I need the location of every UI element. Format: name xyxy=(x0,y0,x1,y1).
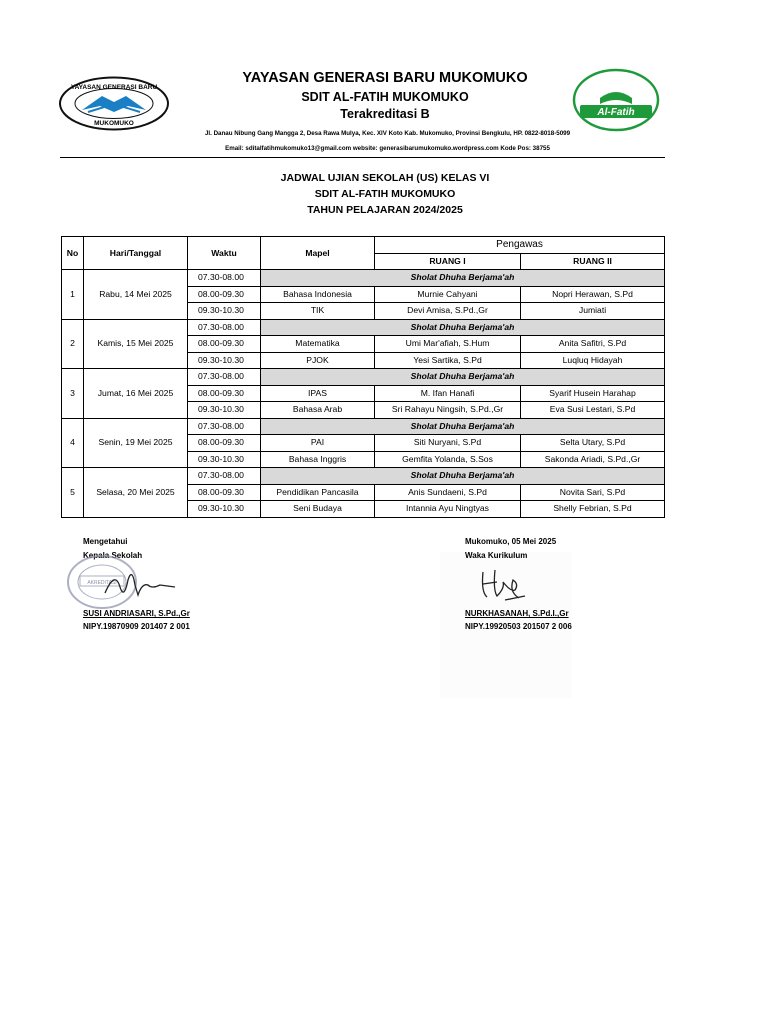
subject-cell: Bahasa Inggris xyxy=(261,451,375,468)
room1-supervisor-cell: Umi Mar'afiah, S.Hum xyxy=(375,336,521,353)
foundation-logo xyxy=(58,76,170,131)
activity-cell: Sholat Dhuha Berjama'ah xyxy=(261,369,665,386)
day-number-cell: 3 xyxy=(62,369,84,419)
school-name: SDIT AL-FATIH MUKOMUKO xyxy=(301,90,469,104)
foundation-logo-text-bottom: MUKOMUKO xyxy=(94,120,134,127)
foundation-name: YAYASAN GENERASI BARU MUKOMUKO xyxy=(242,70,528,86)
school-contact: Email: sditalfatihmukomuko13@gmail.com website: generasibarumukomuko.wordpress.com Kode Pos: 38755 xyxy=(225,145,550,152)
room1-supervisor-cell: Gemfita Yolanda, S.Sos xyxy=(375,451,521,468)
header-supervisors: Pengawas xyxy=(375,237,665,254)
subject-cell: IPAS xyxy=(261,385,375,402)
day-date-cell: Rabu, 14 Mei 2025 xyxy=(84,270,188,320)
activity-cell: Sholat Dhuha Berjama'ah xyxy=(261,270,665,287)
time-cell: 07.30-08.00 xyxy=(188,369,261,386)
time-cell: 09.30-10.30 xyxy=(188,352,261,369)
accreditation: Terakreditasi B xyxy=(340,107,430,121)
document-title-line3: TAHUN PELAJARAN 2024/2025 xyxy=(307,204,463,216)
table-row xyxy=(62,270,665,287)
day-number-cell: 2 xyxy=(62,319,84,369)
table-row xyxy=(62,319,665,336)
room2-supervisor-cell: Sakonda Ariadi, S.Pd.,Gr xyxy=(521,451,665,468)
room2-supervisor-cell: Luqluq Hidayah xyxy=(521,352,665,369)
room2-supervisor-cell: Selta Utary, S.Pd xyxy=(521,435,665,452)
document-title-line1: JADWAL UJIAN SEKOLAH (US) KELAS VI xyxy=(280,172,490,184)
room2-supervisor-cell: Jumiati xyxy=(521,303,665,320)
activity-cell: Sholat Dhuha Berjama'ah xyxy=(261,468,665,485)
room1-supervisor-cell: Sri Rahayu Ningsih, S.Pd.,Gr xyxy=(375,402,521,419)
activity-cell: Sholat Dhuha Berjama'ah xyxy=(261,319,665,336)
time-cell: 09.30-10.30 xyxy=(188,303,261,320)
room1-supervisor-cell: Murnie Cahyani xyxy=(375,286,521,303)
school-logo xyxy=(572,68,660,132)
sign-left-nip: NIPY.19870909 201407 2 001 xyxy=(83,622,190,631)
letterhead-divider xyxy=(60,157,665,158)
room1-supervisor-cell: Anis Sundaeni, S.Pd xyxy=(375,484,521,501)
sign-left-name: SUSI ANDRIASARI, S.Pd.,Gr xyxy=(83,609,190,618)
room1-supervisor-cell: Siti Nuryani, S.Pd xyxy=(375,435,521,452)
subject-cell: Matematika xyxy=(261,336,375,353)
day-date-cell: Senin, 19 Mei 2025 xyxy=(84,418,188,468)
time-cell: 08.00-09.30 xyxy=(188,385,261,402)
header-day: Hari/Tanggal xyxy=(84,237,188,270)
sign-right-name: NURKHASANAH, S.Pd.I.,Gr xyxy=(465,609,569,618)
day-date-cell: Selasa, 20 Mei 2025 xyxy=(84,468,188,518)
sign-right-nip: NIPY.19920503 201507 2 006 xyxy=(465,622,572,631)
time-cell: 09.30-10.30 xyxy=(188,501,261,518)
room2-supervisor-cell: Novita Sari, S.Pd xyxy=(521,484,665,501)
time-cell: 08.00-09.30 xyxy=(188,286,261,303)
activity-cell: Sholat Dhuha Berjama'ah xyxy=(261,418,665,435)
time-cell: 08.00-09.30 xyxy=(188,435,261,452)
subject-cell: PAI xyxy=(261,435,375,452)
room1-supervisor-cell: Intannia Ayu Ningtyas xyxy=(375,501,521,518)
room2-supervisor-cell: Eva Susi Lestari, S.Pd xyxy=(521,402,665,419)
subject-cell: TIK xyxy=(261,303,375,320)
signature-right xyxy=(475,562,535,607)
foundation-logo-text-top: YAYASAN GENERASI BARU xyxy=(70,84,158,91)
day-number-cell: 5 xyxy=(62,468,84,518)
room1-supervisor-cell: Devi Amisa, S.Pd.,Gr xyxy=(375,303,521,320)
stamp-text: AKREDITASI xyxy=(87,580,117,586)
header-room2: RUANG II xyxy=(521,253,665,270)
room2-supervisor-cell: Syarif Husein Harahap xyxy=(521,385,665,402)
room2-supervisor-cell: Nopri Herawan, S.Pd xyxy=(521,286,665,303)
day-number-cell: 1 xyxy=(62,270,84,320)
time-cell: 08.00-09.30 xyxy=(188,336,261,353)
subject-cell: Bahasa Arab xyxy=(261,402,375,419)
sign-right-place-date: Mukomuko, 05 Mei 2025 xyxy=(465,537,557,546)
room2-supervisor-cell: Shelly Febrian, S.Pd xyxy=(521,501,665,518)
subject-cell: PJOK xyxy=(261,352,375,369)
day-date-cell: Jumat, 16 Mei 2025 xyxy=(84,369,188,419)
subject-cell: Bahasa Indonesia xyxy=(261,286,375,303)
time-cell: 07.30-08.00 xyxy=(188,270,261,287)
room1-supervisor-cell: Yesi Sartika, S.Pd xyxy=(375,352,521,369)
table-header-row xyxy=(62,237,665,254)
header-time: Waktu xyxy=(188,237,261,270)
table-row xyxy=(62,369,665,386)
sign-left-line1: Mengetahui xyxy=(83,537,128,546)
exam-schedule-table xyxy=(61,236,665,518)
table-row xyxy=(62,468,665,485)
header-subject: Mapel xyxy=(261,237,375,270)
time-cell: 07.30-08.00 xyxy=(188,468,261,485)
room2-supervisor-cell: Anita Safitri, S.Pd xyxy=(521,336,665,353)
signature-left xyxy=(100,565,180,605)
school-address: Jl. Danau Nibung Gang Mangga 2, Desa Rawa Mulya, Kec. XIV Koto Kab. Mukomuko, Provinsi Bengkulu, HP. 0822-8018-5099 xyxy=(204,130,571,137)
header-room1: RUANG I xyxy=(375,253,521,270)
day-date-cell: Kamis, 15 Mei 2025 xyxy=(84,319,188,369)
time-cell: 08.00-09.30 xyxy=(188,484,261,501)
time-cell: 09.30-10.30 xyxy=(188,402,261,419)
table-row xyxy=(62,418,665,435)
document-title-line2: SDIT AL-FATIH MUKOMUKO xyxy=(314,188,456,200)
sign-right-role: Waka Kurikulum xyxy=(465,551,528,560)
time-cell: 09.30-10.30 xyxy=(188,451,261,468)
room1-supervisor-cell: M. Ifan Hanafi xyxy=(375,385,521,402)
subject-cell: Seni Budaya xyxy=(261,501,375,518)
subject-cell: Pendidikan Pancasila xyxy=(261,484,375,501)
time-cell: 07.30-08.00 xyxy=(188,319,261,336)
sign-left-line2: Kepala Sekolah xyxy=(83,551,143,560)
day-number-cell: 4 xyxy=(62,418,84,468)
time-cell: 07.30-08.00 xyxy=(188,418,261,435)
table-body xyxy=(62,270,665,518)
school-logo-text: Al-Fatih xyxy=(597,107,635,118)
header-no: No xyxy=(62,237,84,270)
